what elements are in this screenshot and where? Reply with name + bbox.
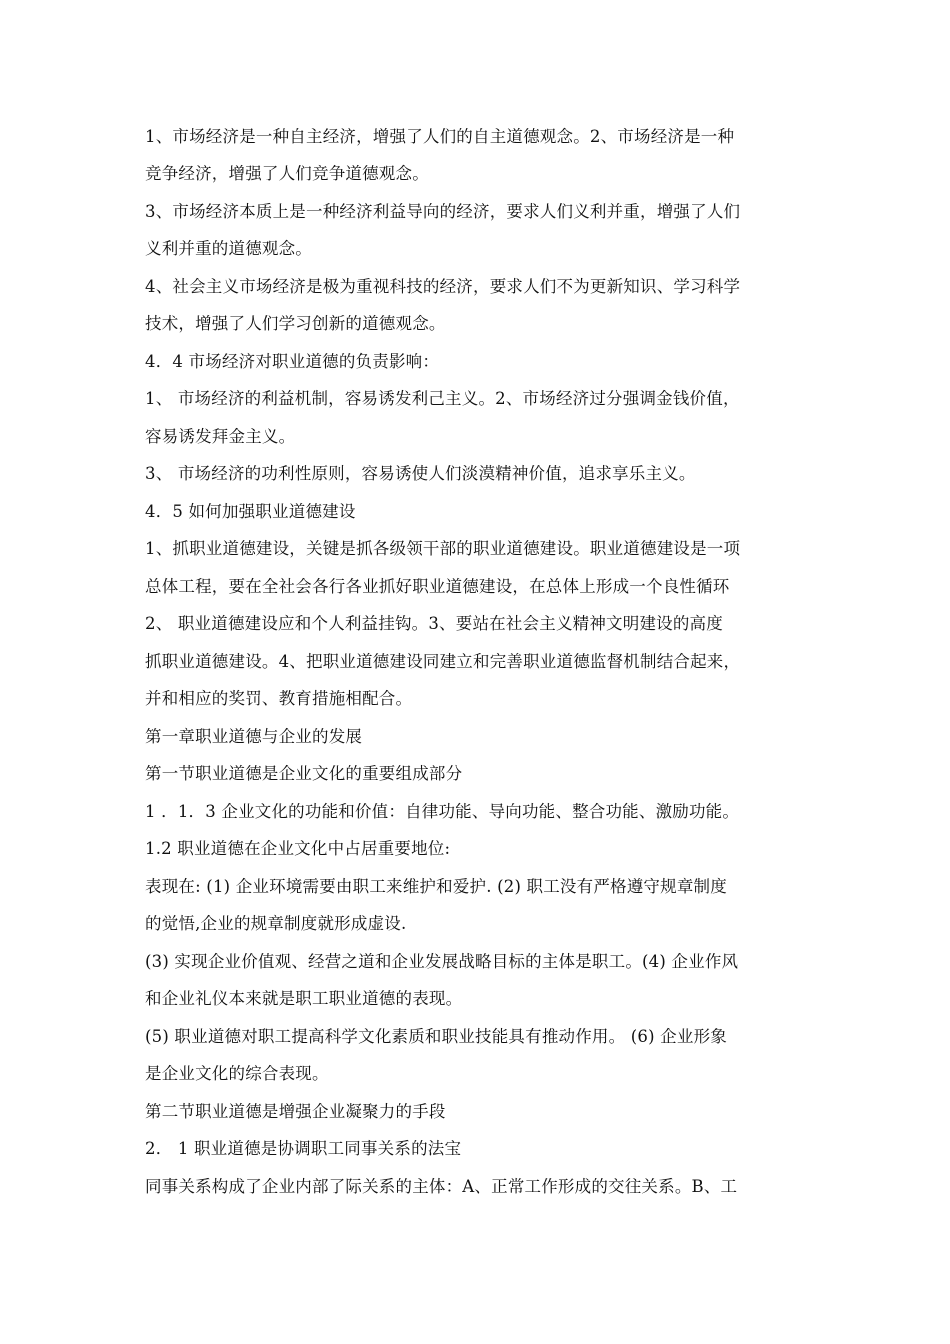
text-line: 3、市场经济本质上是一种经济利益导向的经济，要求人们义利并重，增强了人们 bbox=[145, 202, 741, 221]
text-line: 和企业礼仪本来就是职工职业道德的表现。 bbox=[145, 989, 463, 1008]
section-heading: 第二节职业道德是增强企业凝聚力的手段 bbox=[145, 1102, 446, 1121]
text-line: 抓职业道德建设。4、把职业道德建设同建立和完善职业道德监督机制结合起来， bbox=[145, 652, 741, 671]
text-line: (3) 实现企业价值观、经营之道和企业发展战略目标的主体是职工。(4) 企业作风 bbox=[145, 952, 739, 971]
text-line: 2、 职业道德建设应和个人利益挂钩。3、要站在社会主义精神文明建设的高度 bbox=[145, 614, 723, 633]
text-line: 4、社会主义市场经济是极为重视科技的经济，要求人们不为更新知识、学习科学 bbox=[145, 277, 741, 296]
text-line: (5) 职业道德对职工提高科学文化素质和职业技能具有推动作用。 (6) 企业形象 bbox=[145, 1027, 727, 1046]
section-heading: 4．5 如何加强职业道德建设 bbox=[145, 502, 356, 521]
text-line: 技术，增强了人们学习创新的道德观念。 bbox=[145, 314, 446, 333]
text-line: 1.2 职业道德在企业文化中占居重要地位: bbox=[145, 839, 451, 858]
text-line: 竞争经济，增强了人们竞争道德观念。 bbox=[145, 164, 429, 183]
section-heading: 第一节职业道德是企业文化的重要组成部分 bbox=[145, 764, 463, 783]
text-line: 是企业文化的综合表现。 bbox=[145, 1064, 329, 1083]
section-heading: 4．4 市场经济对职业道德的负责影响： bbox=[145, 352, 440, 371]
text-line: 1、抓职业道德建设，关键是抓各级领干部的职业道德建设。职业道德建设是一项 bbox=[145, 539, 741, 558]
chapter-heading: 第一章职业道德与企业的发展 bbox=[145, 727, 363, 746]
text-line: 2． 1 职业道德是协调职工同事关系的法宝 bbox=[145, 1139, 462, 1158]
text-line: 总体工程，要在全社会各行各业抓好职业道德建设，在总体上形成一个良性循环 bbox=[145, 577, 730, 596]
text-line: 1、市场经济是一种自主经济，增强了人们的自主道德观念。2、市场经济是一种 bbox=[145, 127, 735, 146]
text-line: 义利并重的道德观念。 bbox=[145, 239, 312, 258]
text-line: 3、 市场经济的功利性原则，容易诱使人们淡漠精神价值，追求享乐主义。 bbox=[145, 464, 696, 483]
text-line: 表现在: (1) 企业环境需要由职工来维护和爱护. (2) 职工没有严格遵守规章制度 bbox=[145, 877, 727, 896]
text-line: 容易诱发拜金主义。 bbox=[145, 427, 296, 446]
text-line: 并和相应的奖罚、教育措施相配合。 bbox=[145, 689, 413, 708]
text-line: 同事关系构成了企业内部了际关系的主体：A、正常工作形成的交往关系。B、工 bbox=[145, 1177, 738, 1196]
text-line: 的觉悟,企业的规章制度就形成虚设. bbox=[145, 914, 407, 933]
text-line: 1 ．1．3 企业文化的功能和价值：自律功能、导向功能、整合功能、激励功能。 bbox=[145, 802, 740, 821]
text-line: 1、 市场经济的利益机制，容易诱发利己主义。2、市场经济过分强调金钱价值， bbox=[145, 389, 740, 408]
